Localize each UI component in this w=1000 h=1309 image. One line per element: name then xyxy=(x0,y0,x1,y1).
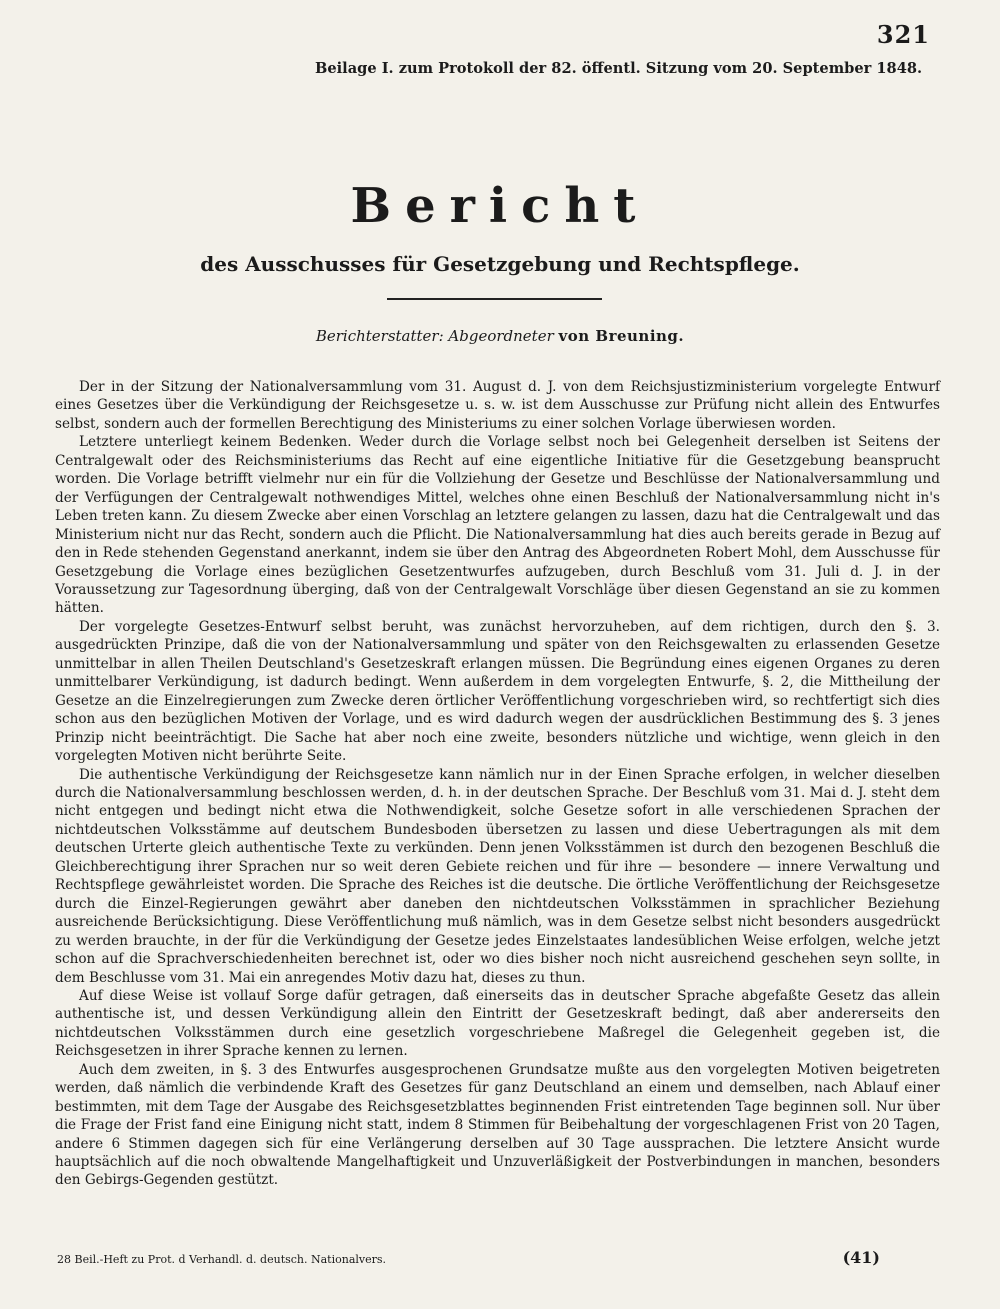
document-title: Bericht xyxy=(350,178,650,234)
paragraph: Letztere unterliegt keinem Bedenken. Weder durch die Vorlage selbst noch bei Gelegenheit derselben ist Seitens der Centralgewalt oder des Reichsministeriums das Recht auf eine eigentliche Initiative für die Gesetzgebung beansprucht worden. Die Vorlage betrifft vielmehr nur ein für die Vollziehung der Gesetze und Beschlüsse der Nationalversammlung und der Verfügungen der Centralgewalt nothwendiges Mittel, welches ohne einen Beschluß der Nationalversammlung nicht in's Leben treten kann. Zu diesem Zwecke aber einen Vorschlag an letztere gelangen zu lassen, dazu hat die Centralgewalt und das Ministerium nicht nur das Recht, sondern auch die Pflicht. Die Nationalversammlung hat dies auch bereits gerade in Bezug auf den in Rede stehenden Gegenstand anerkannt, indem sie über den Antrag des Abgeordneten Robert Mohl, dem Ausschusse für Gesetzgebung die Vorlage eines bezüglichen Gesetzentwurfes aufzugeben, durch Beschluß vom 31. Juli d. J. in der Voraussetzung zur Tagesordnung überging, daß von der Centralgewalt Vorschläge über diesen Gegenstand an sie zu kommen hätten. xyxy=(55,434,940,617)
report-body xyxy=(55,378,940,1190)
paragraph: Der vorgelegte Gesetzes-Entwurf selbst beruht, was zunächst hervorzuheben, auf dem richtigen, durch den §. 3. ausgedrückten Prinzipe, daß die von der Nationalversammlung und später von den Reichsgewalten zu erlassenden Gesetze unmittelbar in allen Theilen Deutschland's Gesetzeskraft erlangen müssen. Die Begründung eines eigenen Organes zu deren unmittelbarer Verkündigung, ist dadurch bedingt. Wenn außerdem in dem vorgelegten Entwurfe, §. 2, die Mittheilung der Gesetze an die Einzelregierungen zum Zwecke deren örtlicher Veröffentlichung vorgeschrieben wird, so rechtfertigt sich dies schon aus den bezüglichen Motiven der Vorlage, und es wird dadurch wegen der ausdrücklichen Bestimmung des §. 3 jenes Prinzip nicht beeinträchtigt. Die Sache hat aber noch eine zweite, besonders nützliche und wichtige, wenn gleich in den vorgelegten Motiven nicht berührte Seite. xyxy=(55,618,940,765)
paragraph: Die authentische Verkündigung der Reichsgesetze kann nämlich nur in der Einen Sprache erfolgen, in welcher dieselben durch die Nationalversammlung beschlossen werden, d. h. in der deutschen Sprache. Der Beschluß vom 31. Mai d. J. steht dem nicht entgegen und bedingt nicht etwa die Nothwendigkeit, solche Gesetze sofort in alle verschiedenen Sprachen der nichtdeutschen Volksstämme auf deutschem Bundesboden übersetzen zu lassen und diese Uebertragungen als mit dem deutschen Urterte gleich authentische Texte zu verkünden. Denn jenen Volksstämmen ist durch den bezogenen Beschluß die Gleichberechtigung ihrer Sprachen nur so weit deren Gebiete reichen und für ihre — besondere — innere Verwaltung und Rechtspflege gewährleistet worden. Die Sprache des Reiches ist die deutsche. Die örtliche Veröffentlichung der Reichsgesetze durch die Einzel-Regierungen gewährt aber daneben den nichtdeutschen Volksstämmen in sprachlicher Beziehung ausreichende Berücksichtigung. Diese Veröffentlichung muß nämlich, was in dem Gesetze selbst nicht besonders ausgedrückt zu werden brauchte, in der für die Verkündigung der Gesetze jedes Einzelstaates landesüblichen Weise erfolgen, welche jetzt schon auf die Sprachverschiedenheiten berechnet ist, oder wo dies bisher noch nicht ausreichend geschehen seyn sollte, in dem Beschlusse vom 31. Mai ein anregendes Motiv dazu hat, dieses zu thun. xyxy=(55,766,940,986)
reporter-line xyxy=(0,327,1000,345)
reporter-label: Berichterstatter: Abgeordneter xyxy=(315,327,554,345)
paragraph: Auf diese Weise ist vollauf Sorge dafür getragen, daß einerseits das in deutscher Sprache abgefaßte Gesetz das allein authentische ist, und dessen Verkündigung allein den Eintritt der Gesetzeskraft bedingt, daß aber andererseits den nichtdeutschen Volksstämmen durch eine gesetzlich vorgeschriebene Maßregel die Gelegenheit gegeben ist, die Reichsgesetzen in ihrer Sprache kennen zu lernen. xyxy=(55,987,940,1060)
document-subtitle: des Ausschusses für Gesetzgebung und Rechtspflege. xyxy=(200,252,800,276)
footer-signature: 28 Beil.-Heft zu Prot. d Verhandl. d. deutsch. Nationalvers. xyxy=(57,1253,387,1266)
running-header: Beilage I. zum Protokoll der 82. öffentl. Sitzung vom 20. September 1848. xyxy=(315,60,923,77)
title-divider xyxy=(387,298,602,300)
page-number: 321 xyxy=(876,20,930,49)
reporter-name: von Breuning. xyxy=(558,327,685,345)
footer-sheet-number: (41) xyxy=(842,1248,880,1267)
paragraph: Der in der Sitzung der Nationalversammlung vom 31. August d. J. von dem Reichsjustizministerium vorgelegte Entwurf eines Gesetzes über die Verkündigung der Reichsgesetze u. s. w. ist dem Ausschusse zur Prüfung nicht allein des Entwurfes selbst, sondern auch der formellen Berechtigung des Ministeriums zu einer solchen Vorlage überwiesen worden. xyxy=(55,379,940,432)
paragraph: Auch dem zweiten, in §. 3 des Entwurfes ausgesprochenen Grundsatze mußte aus den vorgelegten Motiven beigetreten werden, daß nämlich die verbindende Kraft des Gesetzes für ganz Deutschland an einem und demselben, nach Ablauf einer bestimmten, mit dem Tage der Ausgabe des Reichsgesetzblattes beginnenden Frist eintretenden Tage beginnen soll. Nur über die Frage der Frist fand eine Einigung nicht statt, indem 8 Stimmen für Beibehaltung der vorgeschlagenen Frist von 20 Tagen, andere 6 Stimmen dagegen sich für eine Verlängerung derselben auf 30 Tage aussprachen. Die letztere Ansicht wurde hauptsächlich auf die noch obwaltende Mangelhaftigkeit und Unzuverläßigkeit der Postverbindungen in manchen, besonders den Gebirgs-Gegenden gestützt. xyxy=(55,1061,940,1189)
